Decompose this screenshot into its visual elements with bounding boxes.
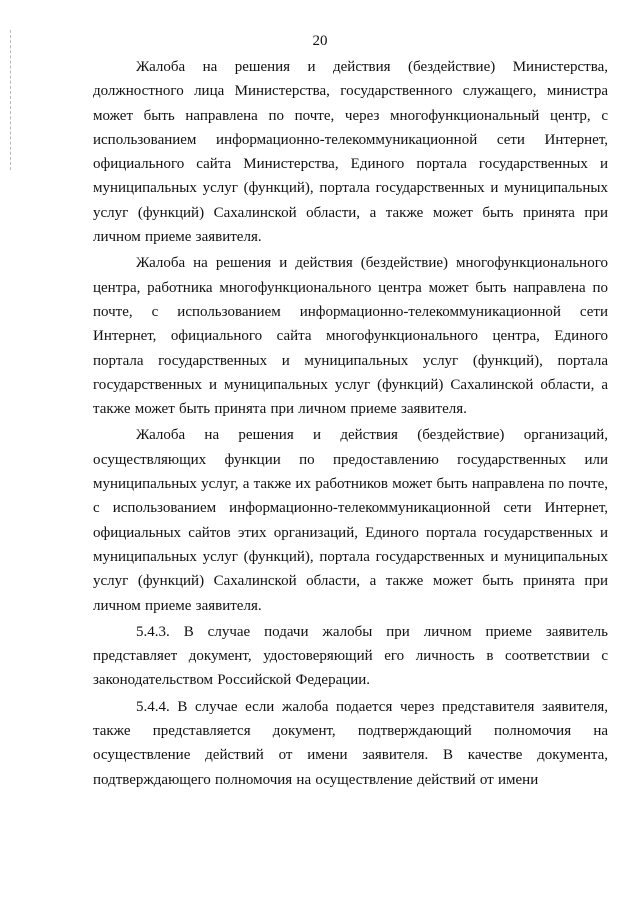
binding-edge-marks [10, 30, 13, 170]
paragraph-ministry-complaint: Жалоба на решения и действия (бездействие) Министерства, должностного лица Министерства, государственного служащего, министра может быть направлена по почте, через многофункциональный центр, с использованием информационно-телекоммуникационной сети Интернет, официального сайта Министерства, Единого портала государственных и муниципальных услуг (функций), портала государственных и муниципальных услуг (функций) Сахалинской области, а также может быть принята при личном приеме заявителя. [93, 59, 608, 246]
paragraph-5-4-4: 5.4.4. В случае если жалоба подается через представителя заявителя, также представляется документ, подтверждающий полномочия на осуществление действий от имени заявителя. В качестве документа, подтверждающего полномочия на осуществление действий от имени [93, 698, 608, 788]
page-number: 20 [312, 33, 328, 49]
paragraph-5-4-3: 5.4.3. В случае подачи жалобы при личном приеме заявитель представляет документ, удостоверяющий его личность в соответствии с законодательством Российской Федерации. [93, 623, 608, 689]
document-body [93, 55, 608, 792]
paragraph-organizations-complaint: Жалоба на решения и действия (бездействие) организаций, осуществляющих функции по предоставлению государственных или муниципальных услуг, а также их работников может быть направлена по почте, с использованием информационно-телекоммуникационной сети Интернет, официальных сайтов этих организаций, Единого портала государственных и муниципальных услуг (функций), портала государственных и муниципальных услуг (функций) Сахалинской области, а также может быть принята при личном приеме заявителя. [93, 427, 608, 614]
paragraph-mfc-complaint: Жалоба на решения и действия (бездействие) многофункционального центра, работника многофункционального центра может быть направлена по почте, с использованием информационно-телекоммуникационной сети Интернет, официального сайта многофункционального центра, Единого портала государственных и муниципальных услуг (функций), портала государственных и муниципальных услуг (функций) Сахалинской области, а также может быть принята при личном приеме заявителя. [93, 255, 608, 418]
